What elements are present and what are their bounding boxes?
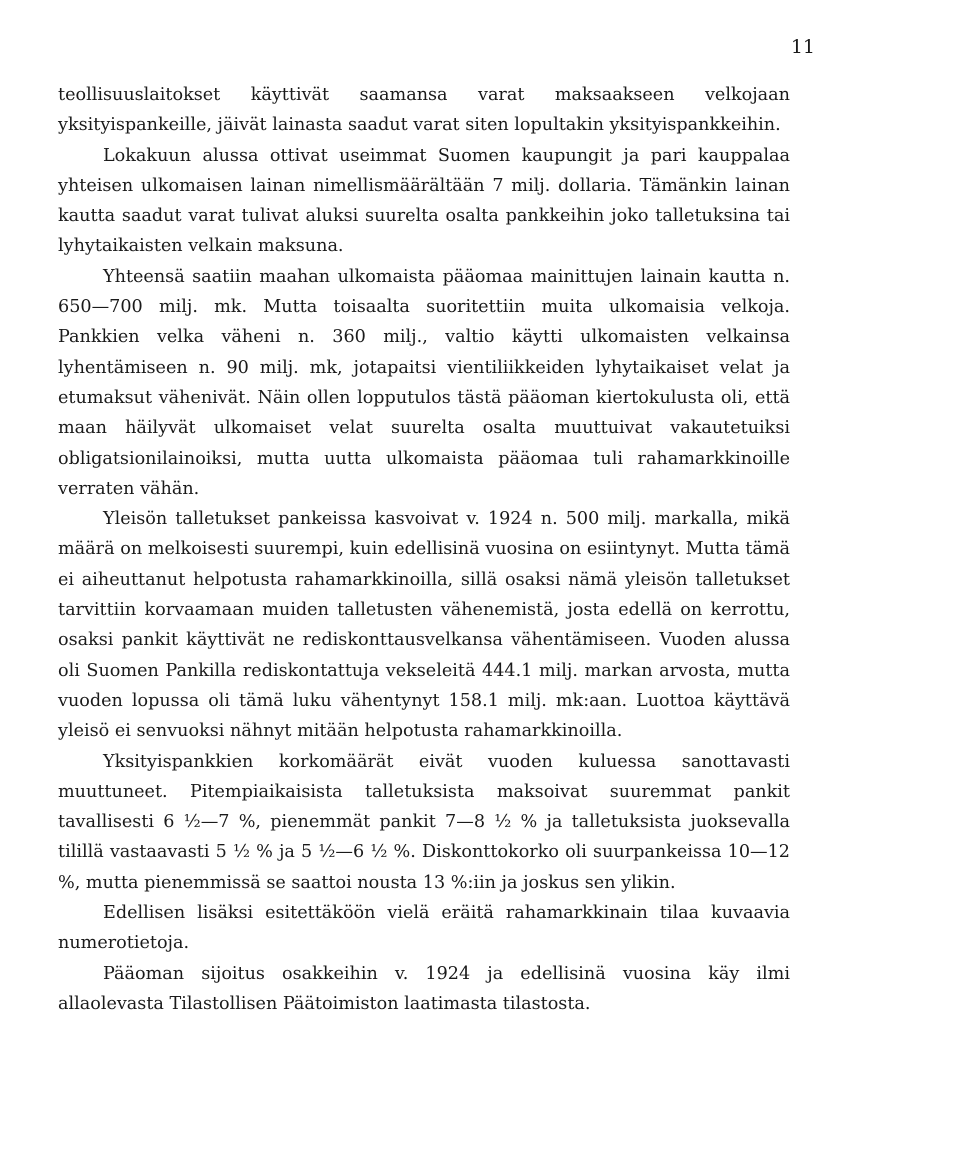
paragraph-additional-figures: Edellisen lisäksi esitettäköön vielä eräitä rahamarkkinain tilaa kuvaavia numerotietoja. — [58, 903, 790, 954]
page-number: 11 — [790, 36, 815, 58]
paragraph-city-loan: Lokakuun alussa ottivat useimmat Suomen kaupungit ja pari kauppalaa yhteisen ulkomaisen lainan nimellismäärältään 7 milj. dollaria. Tämänkin lainan kautta saadut varat tulivat aluksi suurelta osalta pankkeihin joko talletuksina tai lyhytaikaisten velkain maksuna. — [58, 145, 790, 257]
paragraph-continued: teollisuuslaitokset käyttivät saamansa varat maksaakseen velkojaan yksityispankeille, jäivät lainasta saadut varat siten lopultakin yksityispankkeihin. — [58, 85, 790, 136]
paragraph-interest-rates: Yksityispankkien korkomäärät eivät vuoden kuluessa sanottavasti muuttuneet. Pitempiaikaisista talletuksista maksoivat suuremmat pankit tavallisesti 6 ½—7 %, pienemmät pankit 7—8 ½ % ja talletuksista juoksevalla tilillä vastaavasti 5 ½ % ja 5 ½—6 ½ %. Diskonttokorko oli suurpankeissa 10—12 %, mutta pienemmissä se saattoi nousta 13 %:iin ja joskus sen ylikin. — [58, 751, 790, 893]
paragraph-public-deposits: Yleisön talletukset pankeissa kasvoivat v. 1924 n. 500 milj. markalla, mikä määrä on melkoisesti suurempi, kuin edellisinä vuosina on esiintynyt. Mutta tämä ei aiheuttanut helpotusta rahamarkkinoilla, sillä osaksi nämä yleisön talletukset tarvittiin korvaamaan muiden talletusten vähenemistä, josta edellä on kerrottu, osaksi pankit käyttivät ne rediskonttausvelkansa vähentämiseen. Vuoden alussa oli Suomen Pankilla rediskontattuja vekseleitä 444.1 milj. markan arvosta, mutta vuoden lopussa oli tämä luku vähentynyt 158.1 milj. mk:aan. Luottoa käyttävä yleisö ei senvuoksi nähnyt mitään helpotusta rahamarkkinoilla. — [58, 509, 790, 742]
paragraph-share-investment: Pääoman sijoitus osakkeihin v. 1924 ja edellisinä vuosina käy ilmi allaolevasta Tilastollisen Päätoimiston laatimasta tilastosta. — [58, 963, 790, 1014]
body-text — [58, 80, 790, 1019]
paragraph-foreign-capital: Yhteensä saatiin maahan ulkomaista pääomaa mainittujen lainain kautta n. 650—700 milj. mk. Mutta toisaalta suoritettiin muita ulkomaisia velkoja. Pankkien velka väheni n. 360 milj., valtio käytti ulkomaisten velkainsa lyhentämiseen n. 90 milj. mk, jotapaitsi vientiliikkeiden lyhytaikaiset velat ja etumaksut vähenivät. Näin ollen lopputulos tästä pääoman kiertokulusta oli, että maan häilyvät ulkomaiset velat suurelta osalta muuttuivat vakautetuiksi obligatsionilainoiksi, mutta uutta ulkomaista pääomaa tuli rahamarkkinoille verraten vähän. — [58, 266, 790, 499]
